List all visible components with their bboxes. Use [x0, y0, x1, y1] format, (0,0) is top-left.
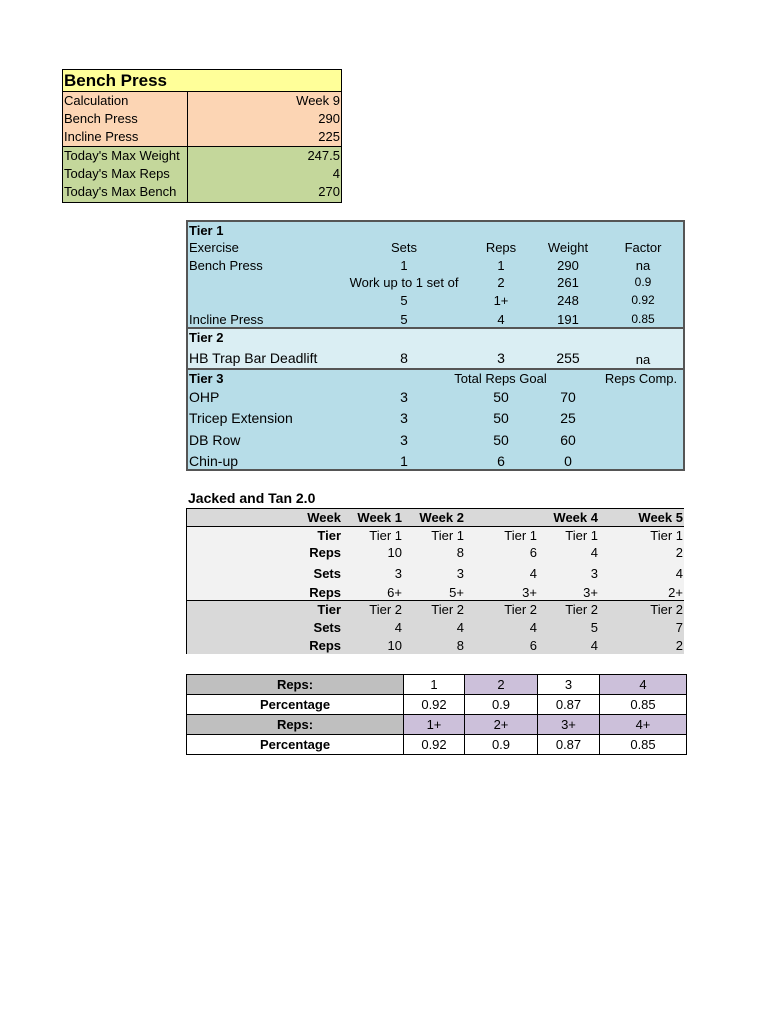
program-row-label: Reps	[309, 638, 341, 653]
program-row-label: Tier	[317, 602, 341, 617]
reps-label: Reps:	[187, 715, 404, 735]
program-cell[interactable]: 7	[675, 620, 683, 635]
tier1-weight[interactable]: 290	[557, 258, 579, 273]
summary-value: 225	[318, 129, 340, 144]
tier3-comp-header: Reps Comp.	[604, 371, 678, 386]
header-exercise: Exercise	[189, 240, 239, 255]
program-cell[interactable]: 3+	[583, 585, 598, 600]
program-cell[interactable]: 2	[675, 545, 683, 560]
summary-value: 270	[318, 184, 340, 199]
program-cell[interactable]: 3	[456, 566, 464, 581]
summary-value: 290	[318, 111, 340, 126]
tier1-reps[interactable]: 4	[497, 312, 505, 327]
table-cell[interactable]: 1	[404, 675, 465, 695]
tier-separator	[188, 327, 683, 329]
tier3-sets[interactable]: 3	[400, 410, 408, 426]
summary-row-bench-press[interactable]	[63, 110, 341, 128]
summary-row-calculation[interactable]	[63, 92, 341, 110]
column-divider	[187, 92, 188, 202]
summary-row-max-bench[interactable]	[63, 183, 341, 202]
table-row	[187, 695, 687, 715]
program-header-cell: Week 2	[419, 510, 464, 525]
tier3-weight[interactable]: 60	[560, 432, 576, 448]
summary-value: Week 9	[296, 93, 340, 108]
tier1-label: Tier 1	[189, 223, 224, 238]
tier1-sets[interactable]: 1	[400, 258, 408, 273]
program-cell[interactable]: 4	[675, 566, 683, 581]
tier3-goal[interactable]: 50	[493, 432, 509, 448]
program-cell[interactable]: Tier 1	[431, 528, 464, 543]
program-header-cell: Week 1	[357, 510, 402, 525]
table-cell[interactable]: 0.87	[538, 695, 600, 715]
summary-value: 247.5	[307, 148, 340, 163]
program-cell[interactable]: 6	[529, 545, 537, 560]
reps-label: Reps:	[187, 675, 404, 695]
header-weight: Weight	[547, 240, 589, 255]
reps-percentage-table	[186, 674, 687, 755]
tier3-label: Tier 3	[189, 371, 224, 386]
header-sets: Sets	[390, 240, 417, 255]
tier3-goal[interactable]: 50	[493, 410, 509, 426]
program-cell[interactable]: Tier 1	[369, 528, 402, 543]
table-cell[interactable]: 0.9	[465, 735, 538, 755]
table-cell[interactable]: 4	[600, 675, 687, 695]
summary-label: Today's Max Weight	[64, 148, 180, 163]
program-cell[interactable]: 5	[590, 620, 598, 635]
tier1-sets[interactable]: 5	[400, 312, 408, 327]
summary-row-max-weight[interactable]	[63, 147, 341, 165]
program-cell[interactable]: 3+	[522, 585, 537, 600]
tier1-sets[interactable]: 5	[400, 293, 408, 308]
tier3-weight[interactable]: 25	[560, 410, 576, 426]
table-row	[187, 735, 687, 755]
table-cell[interactable]: 0.85	[600, 735, 687, 755]
tier3-sets[interactable]: 3	[400, 432, 408, 448]
program-cell[interactable]: Tier 2	[431, 602, 464, 617]
tier3-goal[interactable]: 6	[497, 453, 505, 469]
tier2-weight[interactable]: 255	[556, 350, 580, 366]
summary-row-incline-press[interactable]	[63, 128, 341, 146]
tier1-weight[interactable]: 191	[557, 312, 579, 327]
summary-row-max-reps[interactable]	[63, 165, 341, 183]
tier2-exercise[interactable]: HB Trap Bar Deadlift	[189, 350, 318, 366]
table-cell[interactable]: 0.92	[404, 695, 465, 715]
summary-label: Calculation	[64, 93, 129, 108]
program-cell[interactable]: 4	[394, 620, 402, 635]
program-cell[interactable]: 10	[387, 545, 402, 560]
program-cell[interactable]: 6	[529, 638, 537, 653]
program-row-label: Sets	[313, 566, 341, 581]
tier3-exercise[interactable]: OHP	[189, 389, 220, 405]
tier1-exercise[interactable]: Incline Press	[189, 312, 264, 327]
table-row	[187, 675, 687, 695]
table-cell[interactable]: 0.9	[465, 695, 538, 715]
percentage-label: Percentage	[187, 735, 404, 755]
tier-table	[186, 220, 685, 471]
tier3-sets[interactable]: 3	[400, 389, 408, 405]
tier1-reps[interactable]: 2	[497, 275, 505, 290]
program-cell[interactable]: Tier 1	[650, 528, 683, 543]
program-cell[interactable]: 3	[394, 566, 402, 581]
table-cell[interactable]: 3	[538, 675, 600, 695]
table-cell[interactable]: 1+	[404, 715, 465, 735]
program-cell[interactable]: 5+	[449, 585, 464, 600]
program-cell[interactable]: 4	[590, 638, 598, 653]
program-cell[interactable]: Tier 2	[369, 602, 402, 617]
program-table	[186, 508, 684, 654]
header-factor: Factor	[624, 240, 662, 255]
summary-value: 4	[332, 166, 340, 181]
tier2-factor[interactable]: na	[635, 352, 651, 367]
header-reps: Reps	[485, 240, 517, 255]
table-cell[interactable]: 4+	[600, 715, 687, 735]
program-cell[interactable]: Tier 1	[504, 528, 537, 543]
tier1-factor[interactable]: na	[635, 258, 651, 273]
summary-label: Incline Press	[64, 129, 139, 144]
tier2-sets[interactable]: 8	[400, 350, 408, 366]
tier3-exercise[interactable]: Chin-up	[189, 453, 239, 469]
program-cell[interactable]: 8	[456, 638, 464, 653]
table-cell[interactable]: 0.92	[404, 735, 465, 755]
table-cell[interactable]: 3+	[538, 715, 600, 735]
program-header-cell: Week	[307, 510, 341, 525]
tier3-goal-header: Total Reps Goal	[454, 371, 547, 386]
tier1-factor[interactable]: 0.85	[631, 312, 655, 326]
tier1-factor[interactable]: 0.9	[634, 275, 652, 289]
program-cell[interactable]: Tier 2	[504, 602, 537, 617]
tier3-sets[interactable]: 1	[400, 453, 408, 469]
program-row-label: Tier	[317, 528, 341, 543]
program-row-label: Sets	[313, 620, 341, 635]
program-cell[interactable]: Tier 2	[650, 602, 683, 617]
bench-press-summary	[62, 69, 342, 203]
tier3-exercise[interactable]: DB Row	[189, 432, 241, 448]
program-cell[interactable]: 4	[529, 620, 537, 635]
summary-title: Bench Press	[63, 70, 341, 92]
program-cell[interactable]: 2+	[668, 585, 683, 600]
program-cell[interactable]: 10	[387, 638, 402, 653]
program-row-label: Reps	[309, 545, 341, 560]
table-cell[interactable]: 0.85	[600, 695, 687, 715]
tier1-weight[interactable]: 248	[557, 293, 579, 308]
percentage-label: Percentage	[187, 695, 404, 715]
tier1-exercise[interactable]: Bench Press	[189, 258, 263, 273]
tier3-weight[interactable]: 0	[564, 453, 572, 469]
tier1-reps[interactable]: 1+	[493, 293, 509, 308]
summary-label: Today's Max Reps	[64, 166, 170, 181]
program-cell[interactable]: 8	[456, 545, 464, 560]
summary-label: Bench Press	[64, 111, 138, 126]
program-header-cell: Week 4	[553, 510, 598, 525]
program-cell[interactable]: Tier 1	[565, 528, 598, 543]
program-cell[interactable]: 4	[590, 545, 598, 560]
tier2-reps[interactable]: 3	[497, 350, 505, 366]
program-cell[interactable]: Tier 2	[565, 602, 598, 617]
table-row	[187, 715, 687, 735]
table-cell[interactable]: 2+	[465, 715, 538, 735]
table-cell[interactable]: 2	[465, 675, 538, 695]
tier1-reps[interactable]: 1	[497, 258, 505, 273]
summary-label: Today's Max Bench	[64, 184, 177, 199]
tier3-weight[interactable]: 70	[560, 389, 576, 405]
tier1-weight[interactable]: 261	[557, 275, 579, 290]
tier3-exercise[interactable]: Tricep Extension	[189, 410, 293, 426]
table-cell[interactable]: 0.87	[538, 735, 600, 755]
program-header-cell: Week 5	[638, 510, 683, 525]
tier2-label: Tier 2	[189, 330, 224, 345]
tier3-goal[interactable]: 50	[493, 389, 509, 405]
program-row-label: Reps	[309, 585, 341, 600]
section-divider	[63, 146, 341, 147]
program-cell[interactable]: 2	[675, 638, 683, 653]
program-title: Jacked and Tan 2.0	[188, 490, 316, 506]
program-cell[interactable]: 4	[529, 566, 537, 581]
program-cell[interactable]: 4	[456, 620, 464, 635]
tier1-factor[interactable]: 0.92	[631, 293, 655, 307]
tier1-sets[interactable]: Work up to 1 set of	[349, 275, 459, 290]
program-cell[interactable]: 6+	[387, 585, 402, 600]
program-cell[interactable]: 3	[590, 566, 598, 581]
